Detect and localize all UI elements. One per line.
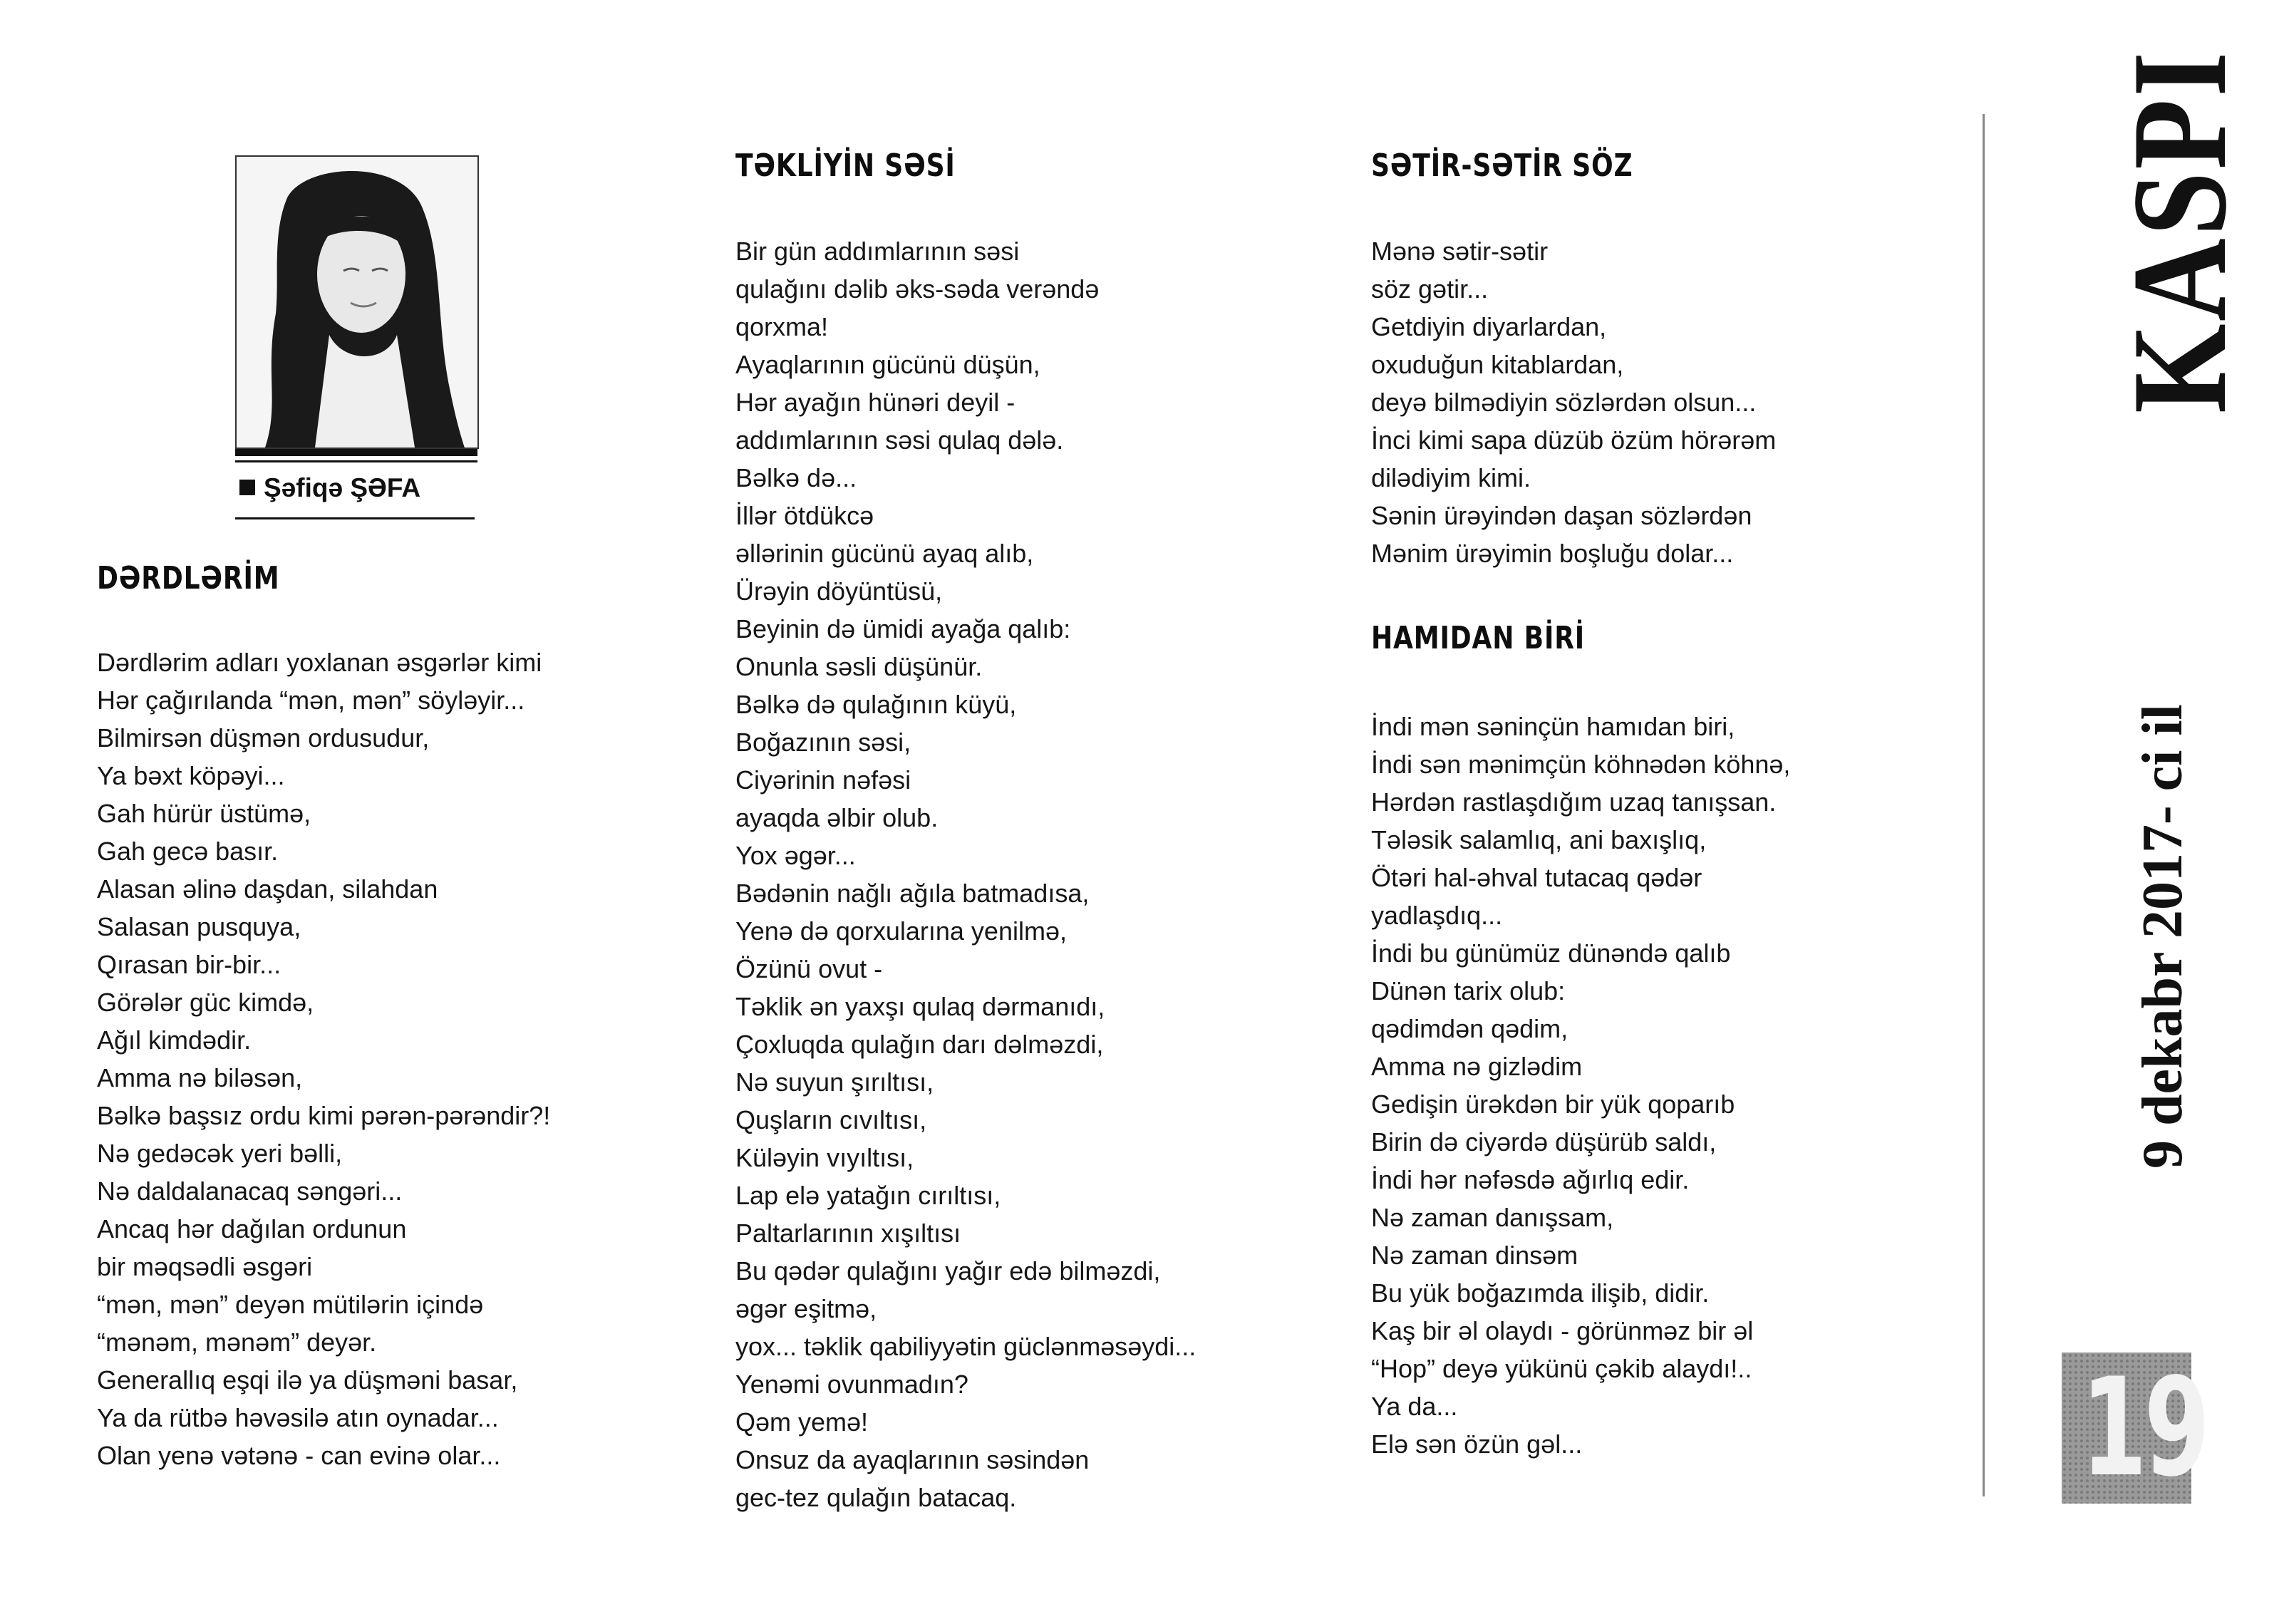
poem-line: Bir gün addımlarının səsi (735, 237, 1020, 266)
poem-line: Getdiyin diyarlardan, (1371, 312, 1607, 341)
poem-line: söz gətir... (1371, 274, 1489, 304)
poem-line: Onunla səsli düşünür. (735, 652, 983, 681)
poem-line: yox... təklik qabiliyyətin güclənməsəydi... (735, 1332, 1197, 1361)
poem-line: Qırasan bir-bir... (97, 950, 281, 979)
poem-line: Ötəri hal-əhval tutacaq qədər (1371, 863, 1702, 892)
square-bullet-icon (239, 480, 255, 495)
poem-line: Özünü ovut - (735, 954, 883, 983)
issue-date: 9 dekabr 2017- ci il (2131, 704, 2194, 1169)
poem-line: Elə sən özün gəl... (1371, 1429, 1583, 1459)
poem-line: Kaş bir əl olaydı - görünməz bir əl (1371, 1316, 1754, 1345)
poem-line: qorxma! (735, 312, 829, 341)
poem-line: Bu yük boğazımda ilişib, didir. (1371, 1278, 1710, 1308)
poem-line: Yox əgər... (735, 841, 856, 870)
poem-line: Alasan əlinə daşdan, silahdan (97, 874, 438, 904)
poem-line: Bilmirsən düşmən ordusudur, (97, 723, 430, 752)
poem-line: Təklik ən yaxşı qulaq dərmanıdı, (735, 992, 1105, 1021)
poem-line: Gah gecə basır. (97, 837, 279, 866)
poem-line: Bəlkə də qulağının küyü, (735, 690, 1017, 719)
poem-line: “Hop” deyə yükünü çəkib alaydı!.. (1371, 1354, 1752, 1383)
poem-title: TƏKLİYİN SƏSİ (735, 148, 956, 184)
poem-line: “mənəm, mənəm” deyər. (97, 1328, 377, 1357)
poem-line: Hərdən rastlaşdığım uzaq tanışsan. (1371, 787, 1777, 817)
poem-line: əllərinin gücünü ayaq alıb, (735, 539, 1034, 568)
poem-line: Paltarlarının xışıltısı (735, 1219, 961, 1248)
poem-line: Ayaqlarının gücünü düşün, (735, 350, 1040, 379)
poem-title: SƏTİR-SƏTİR SÖZ (1371, 148, 1633, 184)
poem-line: İndi mən səninçün hamıdan biri, (1371, 712, 1735, 741)
poem-line: yadlaşdıq... (1371, 901, 1503, 930)
poem-line: Salasan pusquya, (97, 912, 301, 941)
newspaper-brand: KASPI (2105, 49, 2255, 413)
poem-line: Mənə sətir-sətir (1371, 237, 1549, 266)
poem-line: Ürəyin döyüntüsü, (735, 576, 943, 606)
masthead-divider (1983, 114, 1985, 1496)
poem-line: Tələsik salamlıq, ani baxışlıq, (1371, 825, 1707, 854)
poem-line: Ağıl kimdədir. (97, 1025, 252, 1055)
author-name (239, 473, 420, 503)
photo-rule-thin (235, 460, 477, 462)
poem-line: Bu qədər qulağını yağır edə bilməzdi, (735, 1256, 1161, 1286)
poem-body-takliyin-sasi (735, 232, 1196, 1516)
poem-line: dilədiyim kimi. (1371, 463, 1531, 492)
poem-line: İndi bu günümüz dünəndə qalıb (1371, 938, 1731, 968)
poem-line: Hər ayağın hünəri deyil - (735, 388, 1016, 417)
author-name-text: Şəfiqə ŞƏFA (264, 473, 421, 502)
poem-line: İnci kimi sapa düzüb özüm hörərəm (1371, 425, 1777, 455)
poem-line: Ancaq hər dağılan ordunun (97, 1214, 407, 1243)
poem-line: Birin də ciyərdə düşürüb saldı, (1371, 1127, 1717, 1157)
poem-line: Qəm yemə! (735, 1407, 869, 1437)
poem-line: Küləyin vıyıltısı, (735, 1143, 914, 1172)
poem-line: əgər eşitmə, (735, 1294, 877, 1323)
poem-line: Amma nə biləsən, (97, 1063, 303, 1092)
poem-line: bir məqsədli əsgəri (97, 1252, 313, 1281)
poem-line: Gah hürür üstümə, (97, 799, 311, 828)
poem-line: qulağını dəlib əks-səda verəndə (735, 274, 1100, 304)
poem-body-hamidan-biri (1371, 708, 1790, 1463)
poem-line: Görələr güc kimdə, (97, 988, 314, 1017)
poem-line: “mən, mən” deyən mütilərin içində (97, 1290, 484, 1319)
poem-line: Nə zaman dinsəm (1371, 1241, 1578, 1270)
author-photo (235, 155, 479, 449)
poem-line: Dərdlərim adları yoxlanan əsgərlər kimi (97, 648, 542, 677)
poem-line: Amma nə gizlədim (1371, 1052, 1583, 1081)
poem-line: Beyinin də ümidi ayağa qalıb: (735, 614, 1071, 643)
poem-line: Boğazının səsi, (735, 728, 911, 757)
poem-line: Bədənin nağlı ağıla batmadısa, (735, 879, 1090, 908)
page-number: 19 (2081, 1349, 2207, 1506)
poem-line: Nə daldalanacaq səngəri... (97, 1176, 403, 1206)
poem-line: qədimdən qədim, (1371, 1014, 1569, 1043)
poem-line: Gedişin ürəkdən bir yük qoparıb (1371, 1090, 1735, 1119)
poem-line: addımlarının səsi qulaq dələ. (735, 425, 1064, 455)
poem-line: Onsuz da ayaqlarının səsindən (735, 1445, 1090, 1474)
poem-line: Sənin ürəyindən daşan sözlərdən (1371, 501, 1752, 530)
poem-line: Yenəmi ovunmadın? (735, 1370, 968, 1399)
poem-line: Ya bəxt köpəyi... (97, 761, 285, 790)
poem-title: HAMIDAN BİRİ (1371, 620, 1586, 656)
poem-line: Mənim ürəyimin boşluğu dolar... (1371, 539, 1734, 568)
poem-line: Çoxluqda qulağın darı dəlməzdi, (735, 1030, 1104, 1059)
poem-line: İllər ötdükcə (735, 501, 874, 530)
photo-rule-thick (235, 449, 477, 456)
poem-line: Nə suyun şırıltısı, (735, 1067, 934, 1097)
poem-line: gec-tez qulağın batacaq. (735, 1483, 1017, 1512)
poem-line: Ciyərinin nəfəsi (735, 765, 911, 795)
poem-line: Nə zaman danışsam, (1371, 1203, 1614, 1232)
poem-line: Olan yenə vətənə - can evinə olar... (97, 1441, 501, 1470)
author-rule (235, 517, 475, 519)
poem-line: Nə gedəcək yeri bəlli, (97, 1139, 343, 1168)
poem-line: İndi hər nəfəsdə ağırlıq edir. (1371, 1165, 1690, 1194)
poem-line: ayaqda əlbir olub. (735, 803, 939, 832)
poem-line: İndi sən mənimçün köhnədən köhnə, (1371, 750, 1791, 779)
poem-line: Ya da... (1371, 1392, 1458, 1421)
poem-line: Yenə də qorxularına yenilmə, (735, 916, 1067, 946)
poem-line: Bəlkə başsız ordu kimi pərən-pərəndir?! (97, 1101, 551, 1130)
poem-line: Quşların cıvıltısı, (735, 1105, 927, 1134)
poem-line: Dünən tarix olub: (1371, 976, 1566, 1005)
poem-body-satir-satir-soz (1371, 232, 1776, 572)
poem-line: Ya da rütbə həvəsilə atın oynadar... (97, 1403, 499, 1432)
poem-line: oxuduğun kitablardan, (1371, 350, 1624, 379)
poem-body-dardlarim (97, 643, 550, 1474)
poem-title: DƏRDLƏRİM (97, 560, 280, 596)
poem-line: Hər çağırılanda “mən, mən” söyləyir... (97, 686, 525, 715)
poem-line: deyə bilmədiyin sözlərdən olsun... (1371, 388, 1757, 417)
poem-line: Generallıq eşqi ilə ya düşməni basar, (97, 1365, 518, 1395)
poem-line: Lap elə yatağın cırıltısı, (735, 1181, 1001, 1210)
poem-line: Bəlkə də... (735, 463, 857, 492)
